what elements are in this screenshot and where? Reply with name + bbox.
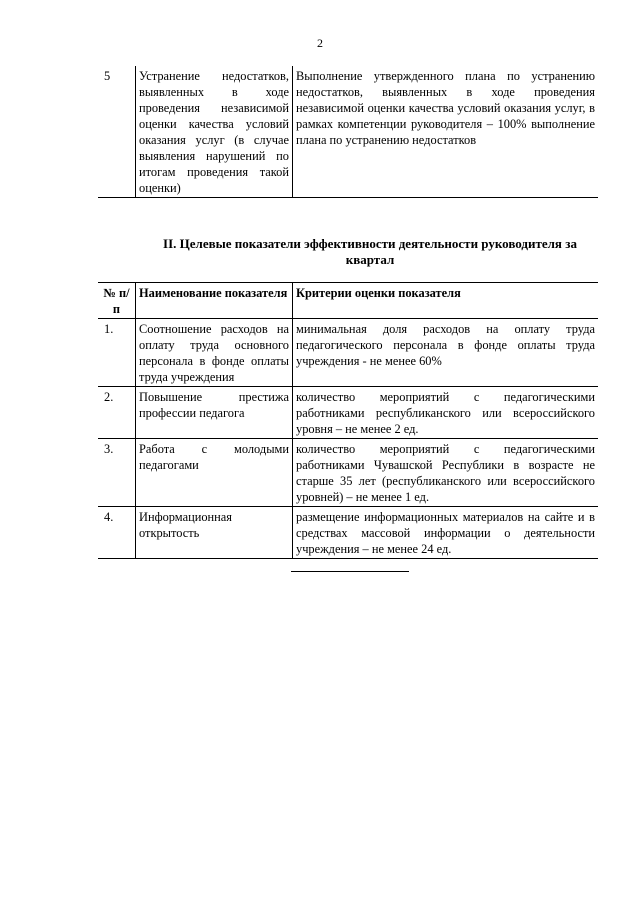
page-number: 2 (317, 36, 323, 50)
indicator-criteria: размещение информационных материалов на сайте и в средствах массовой информации о деятельности учреждения – не менее 24 ед. (293, 507, 599, 559)
table-row (98, 387, 598, 439)
target-indicators-table (98, 282, 598, 559)
row-number: 3. (98, 439, 136, 507)
indicator-criteria: Выполнение утвержденного плана по устранению недостатков, выявленных в ходе проведения независимой оценки качества условий оказания услуг, в рамках компетенции руководителя – 100% выполнение плана по устранению недостатков (293, 66, 599, 198)
indicator-name: Устранение недостатков, выявленных в ходе проведения независимой оценки качества условий оказания услуг (в случае выявления нарушений по итогам проведения такой оценки) (136, 66, 293, 198)
row-number: 1. (98, 319, 136, 387)
table-row (98, 507, 598, 559)
row-number: 4. (98, 507, 136, 559)
table-row (98, 319, 598, 387)
indicator-name: Соотношение расходов на оплату труда основного персонала в фонде оплаты труда учреждения (136, 319, 293, 387)
table-row (98, 66, 598, 198)
header-number: № п/п (98, 283, 136, 319)
row-number: 5 (98, 66, 136, 198)
header-criteria: Критерии оценки показателя (293, 283, 599, 319)
indicator-name: Работа с молодыми педагогами (136, 439, 293, 507)
indicator-name: Повышение престижа профессии педагога (136, 387, 293, 439)
table-header-row (98, 283, 598, 319)
header-name: Наименование показателя (136, 283, 293, 319)
table-row (98, 439, 598, 507)
indicator-criteria: количество мероприятий с педагогическими работниками республиканского или всероссийского уровня – не менее 2 ед. (293, 387, 599, 439)
row-number: 2. (98, 387, 136, 439)
indicator-criteria: количество мероприятий с педагогическими работниками Чувашской Республики в возрасте не старше 35 лет (республиканского или всероссийского уровней) – не менее 1 ед. (293, 439, 599, 507)
criteria-table-continued (98, 66, 598, 198)
indicator-name: Информационная открытость (136, 507, 293, 559)
end-divider (291, 571, 409, 572)
section-title: II. Целевые показатели эффективности деятельности руководителя за квартал (163, 236, 577, 267)
indicator-criteria: минимальная доля расходов на оплату труда педагогического персонала в фонде оплаты труда учреждения - не менее 60% (293, 319, 599, 387)
